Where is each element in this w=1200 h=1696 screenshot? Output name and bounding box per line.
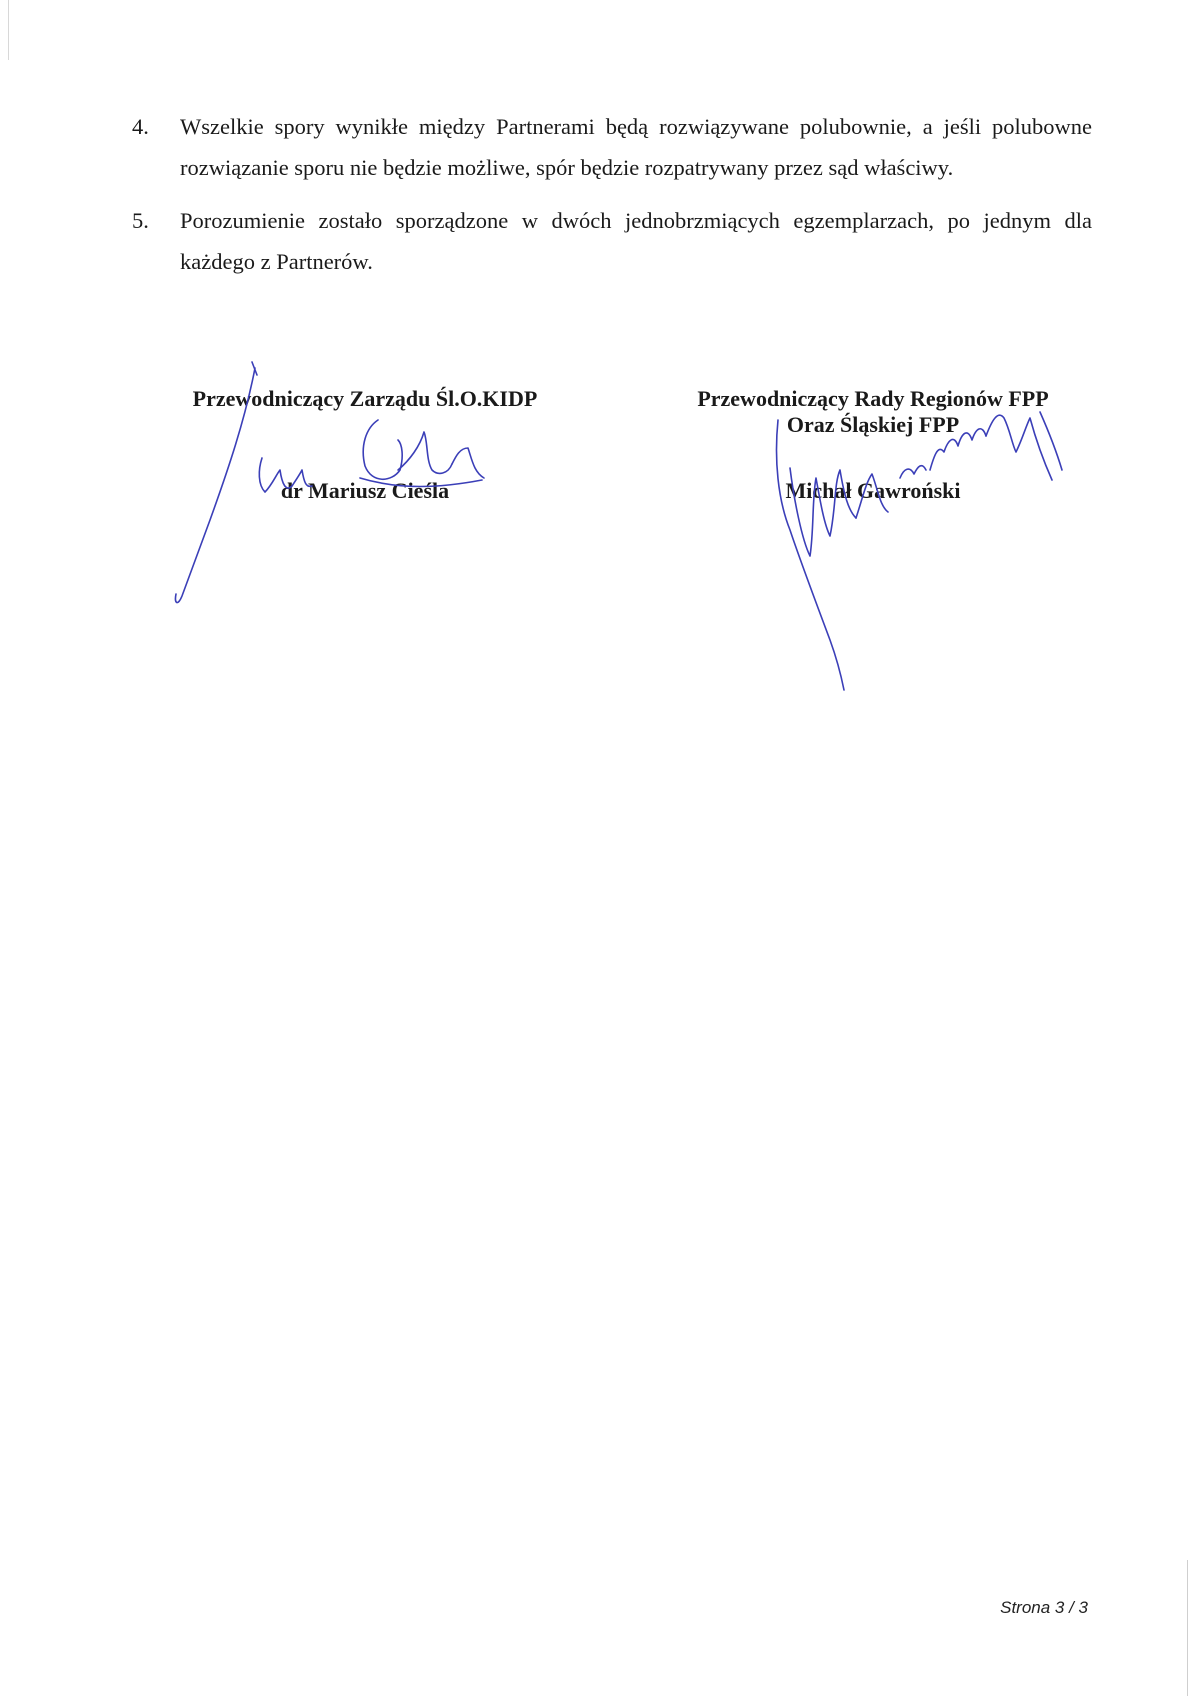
clause-number: 5. <box>132 208 149 233</box>
scan-edge-left <box>8 0 9 60</box>
signature-block-right <box>668 386 1078 504</box>
signatory-name: Michał Gawroński <box>785 478 961 503</box>
signatory-name: dr Mariusz Cieśla <box>280 478 450 503</box>
page-number: Strona 3 / 3 <box>1000 1598 1088 1617</box>
clause-item-5 <box>132 200 1092 282</box>
signatory-role-line-1: Przewodniczący Rady Regionów FPP <box>697 386 1049 411</box>
scan-edge-right <box>1187 1560 1188 1696</box>
clause-text: Porozumienie zostało sporządzone w dwóch jednobrzmiących egzemplarzach, po jednym dla każdego z Partnerów. <box>180 208 1092 274</box>
clause-number: 4. <box>132 114 149 139</box>
signature-block-left <box>160 386 570 504</box>
clause-list <box>132 106 1092 294</box>
clause-text: Wszelkie spory wynikłe między Partnerami będą rozwiązywane polubownie, a jeśli polubowne rozwiązanie sporu nie będzie możliwe, spór będzie rozpatrywany przez sąd właściwy. <box>180 114 1092 180</box>
clause-item-4 <box>132 106 1092 188</box>
signatory-role: Przewodniczący Zarządu Śl.O.KIDP <box>192 386 538 411</box>
signatory-role-line-2: Oraz Śląskiej FPP <box>786 412 960 437</box>
